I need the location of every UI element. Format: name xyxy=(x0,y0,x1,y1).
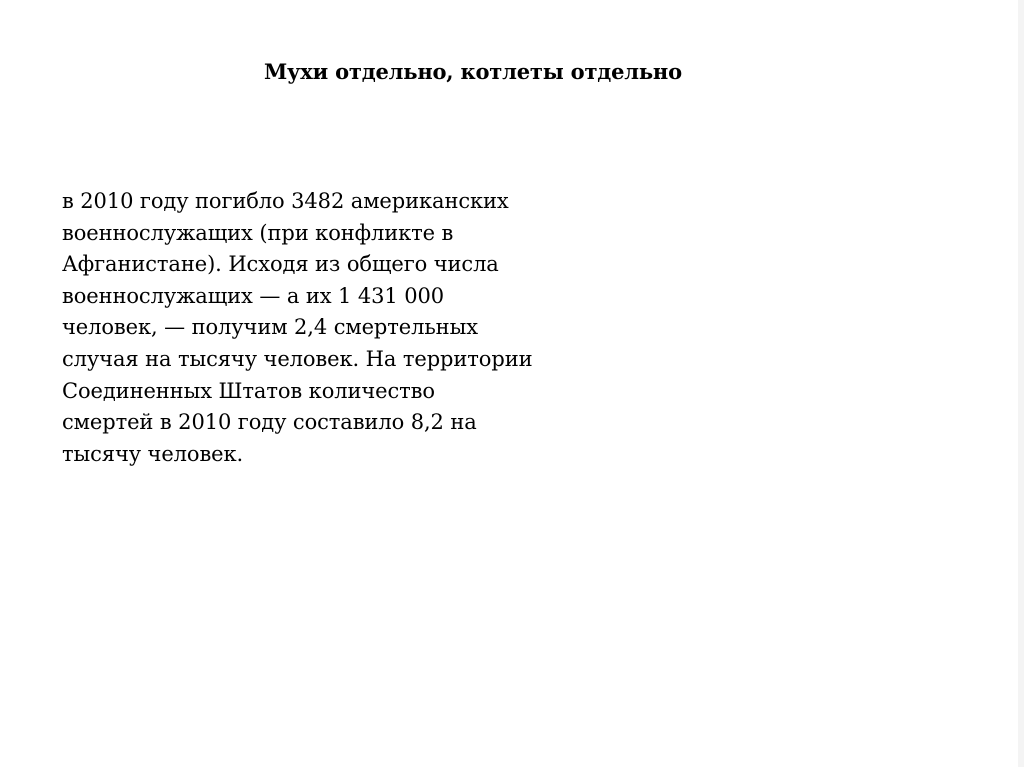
slide-body-text xyxy=(62,186,582,470)
slide-title: Мухи отдельно, котлеты отдельно xyxy=(264,59,682,84)
body-line: в 2010 году погибло 3482 американских xyxy=(62,189,509,213)
body-line: военнослужащих (при конфликте в xyxy=(62,220,454,245)
body-line: тысячу человек. xyxy=(62,441,244,466)
slide-right-edge xyxy=(1018,0,1024,767)
body-line: человек, — получим 2,4 смертельных xyxy=(62,315,478,340)
body-line: Соединенных Штатов количество xyxy=(62,378,435,403)
body-line: случая на тысячу человек. На территории xyxy=(62,346,533,371)
body-line: военнослужащих — а их 1 431 000 xyxy=(62,283,445,308)
body-line: Афганистане). Исходя из общего числа xyxy=(62,252,499,277)
body-line: смертей в 2010 году составило 8,2 на xyxy=(62,410,477,435)
